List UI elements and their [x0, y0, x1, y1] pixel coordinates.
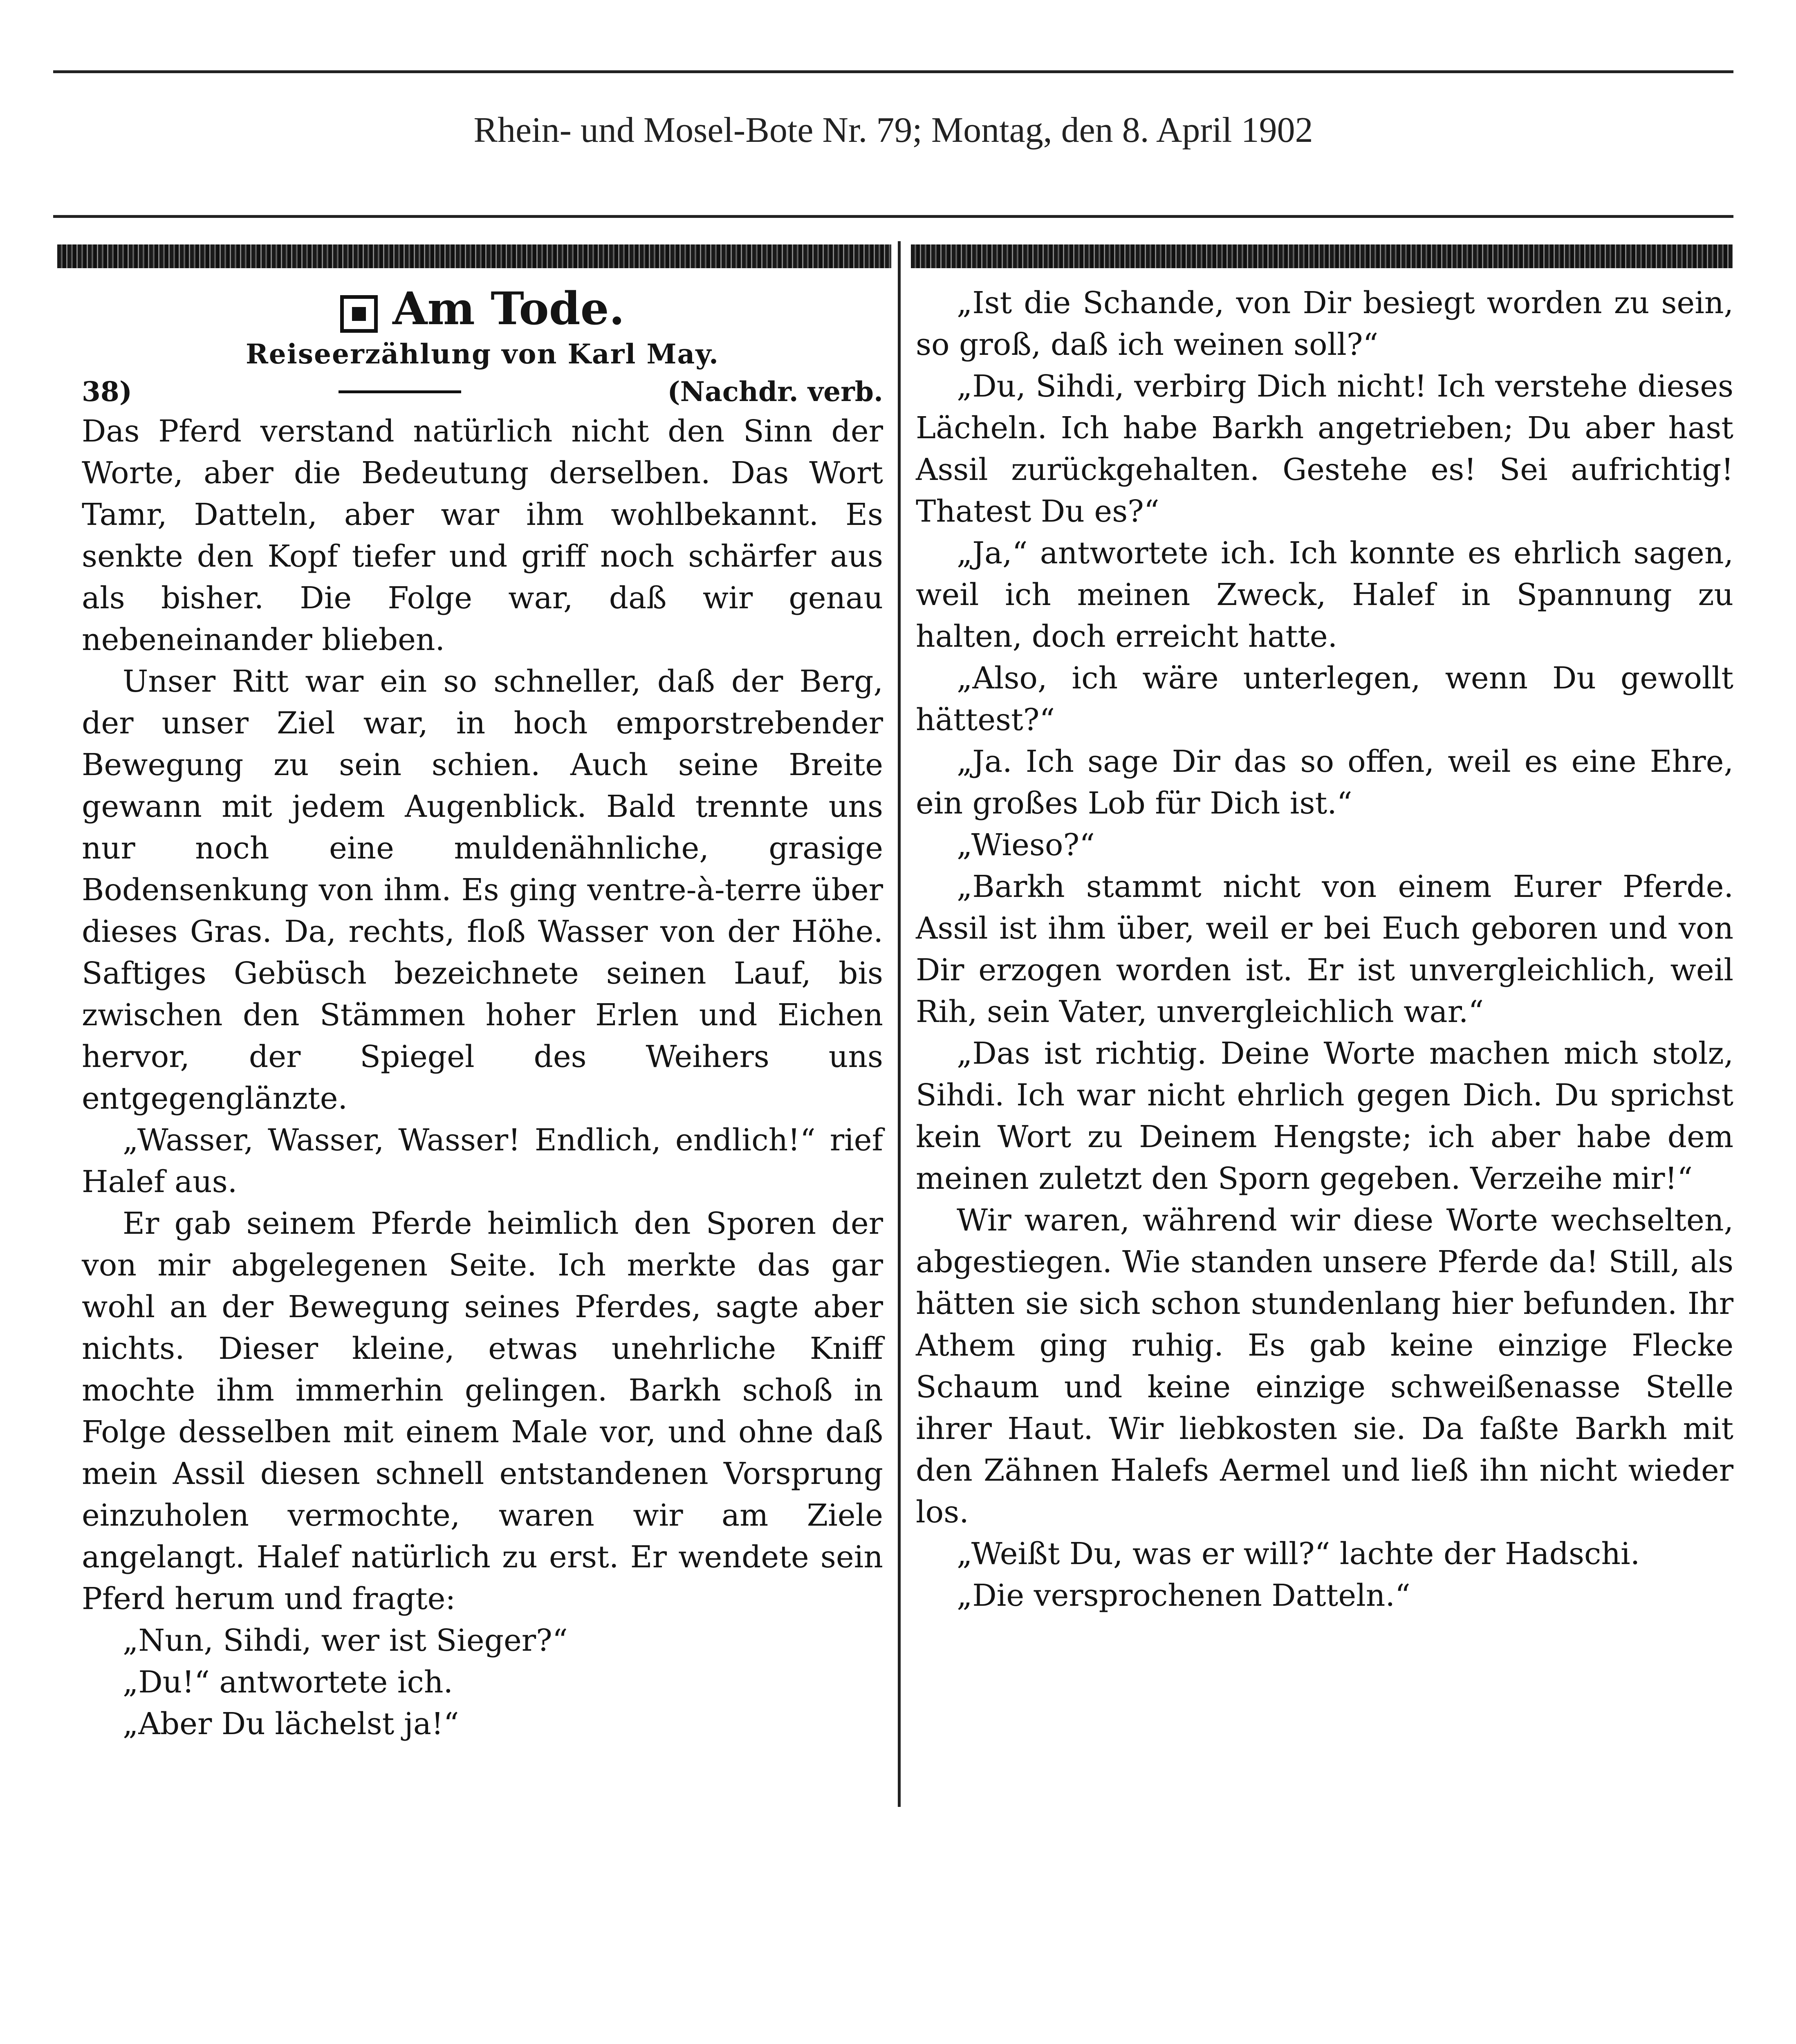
paragraph: „Barkh stammt nicht von einem Eurer Pferde. Assil ist ihm über, weil er bei Euch geboren und von Dir erzogen worden ist. Er ist unvergleichlich, weil Rih, sein Vater, unvergleichlich war.“ [916, 869, 1733, 1029]
article-subtitle: Reiseerzählung von Karl May. [245, 338, 720, 370]
paragraph: „Nun, Sihdi, wer ist Sieger?“ [123, 1623, 568, 1658]
paragraph: „Das ist richtig. Deine Worte machen mich stolz, Sihdi. Ich war nicht ehrlich gegen Dich. Du sprichst kein Wort zu Deinem Hengste; ich aber habe dem meinen zuletzt den Sporn gegeben. Verzeihe mir!“ [916, 1036, 1733, 1196]
top-rule [53, 70, 1733, 73]
article-meta [82, 373, 883, 410]
paragraph: Wir waren, während wir diese Worte wechselten, abgestiegen. Wie standen unsere Pferde da! Still, als hätten sie sich schon stundenlang hier befunden. Ihr Athem ging ruhig. Es gab keine einzige Flecke Schaum und keine einzige schweißenasse Stelle ihrer Haut. Wir liebkosten sie. Da faßte Barkh mit den Zähnen Halefs Aermel und ließ ihn nicht wieder los. [916, 1203, 1733, 1530]
rights-note: (Nachdr. verb. [667, 376, 883, 408]
column-head-band-left [57, 244, 891, 268]
paragraph: „Die versprochenen Datteln.“ [957, 1578, 1410, 1613]
running-header: Rhein- und Mosel-Bote Nr. 79; Montag, den 8. April 1902 [473, 110, 1313, 150]
paragraph: Unser Ritt war ein so schneller, daß der Berg, der unser Ziel war, in hoch emporstrebender Bewegung zu sein schien. Auch seine Breite gewann mit jedem Augenblick. Bald trennte uns nur noch eine muldenähnliche, grasige Bodensenkung von ihm. Es ging ventre-à-terre über dieses Gras. Da, rechts, floß Wasser von der Höhe. Saftiges Gebüsch bezeichnete seinen Lauf, bis zwischen den Stämmen hoher Erlen und Eichen hervor, der Spiegel des Weihers uns entgegenglänzte. [82, 664, 883, 1116]
paragraph: „Du, Sihdi, verbirg Dich nicht! Ich verstehe dieses Lächeln. Ich habe Barkh angetrieben; Du aber hast Assil zurückgehalten. Gestehe es! Sei aufrichtig! Thatest Du es?“ [916, 369, 1733, 529]
paragraph: „Weißt Du, was er will?“ lachte der Hadschi. [957, 1536, 1640, 1571]
paragraph: Er gab seinem Pferde heimlich den Sporen der von mir abgelegenen Seite. Ich merkte das gar wohl an der Bewegung seines Pferdes, sagte aber nichts. Dieser kleine, etwas unehrliche Kniff mochte ihm immerhin gelingen. Barkh schoß in Folge desselben mit einem Male vor, und ohne daß mein Assil diesen schnell entstandenen Vorsprung einzuholen vermochte, waren wir am Ziele angelangt. Halef natürlich zu erst. Er wendete sein Pferd herum und fragte: [82, 1206, 883, 1616]
left-column [82, 282, 883, 1745]
paragraph: „Ist die Schande, von Dir besiegt worden zu sein, so groß, daß ich weinen soll?“ [916, 285, 1733, 362]
paragraph: „Also, ich wäre unterlegen, wenn Du gewollt hättest?“ [916, 661, 1733, 737]
paragraph: Das Pferd verstand natürlich nicht den Sinn der Worte, aber die Bedeutung derselben. Das Wort Tamr, Datteln, aber war ihm wohlbekannt. Es senkte den Kopf tiefer und griff noch schärfer aus als bisher. Die Folge war, daß wir genau nebeneinander blieben. [82, 414, 883, 657]
right-column [916, 282, 1733, 1616]
box-ornament-icon [340, 295, 378, 333]
article-title: Am Tode. [392, 282, 625, 335]
paragraph: „Ja. Ich sage Dir das so offen, weil es eine Ehre, ein großes Lob für Dich ist.“ [916, 744, 1733, 821]
paragraph: „Aber Du lächelst ja!“ [123, 1706, 459, 1741]
article-heading [82, 282, 883, 335]
paragraph: „Wieso?“ [957, 827, 1095, 863]
installment-number: 38) [82, 376, 132, 408]
column-head-band-right [911, 244, 1733, 268]
paragraph: „Ja,“ antwortete ich. Ich konnte es ehrlich sagen, weil ich meinen Zweck, Halef in Spannung zu halten, doch erreicht hatte. [916, 536, 1733, 654]
paragraph: „Du!“ antwortete ich. [123, 1665, 453, 1700]
column-divider [898, 241, 901, 1807]
meta-dash [339, 390, 461, 393]
header-rule [53, 215, 1733, 218]
paragraph: „Wasser, Wasser, Wasser! Endlich, endlich!“ rief Halef aus. [82, 1123, 883, 1199]
